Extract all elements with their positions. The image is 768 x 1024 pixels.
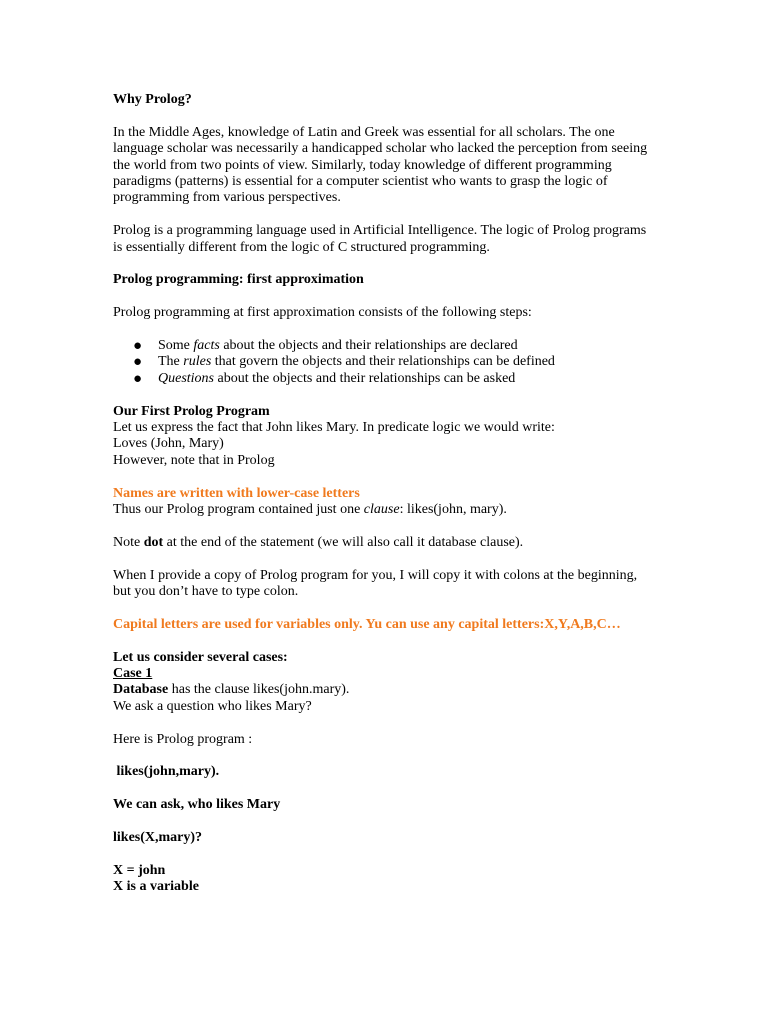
list-item: ● The rules that govern the objects and their relationships can be defined [133, 354, 555, 371]
clause-line: Thus our Prolog program contained just one clause: likes(john, mary). [113, 502, 507, 518]
capital-letters-note: Capital letters are used for variables only. Yu can use any capital letters:X,Y,A,B,C… [113, 616, 621, 632]
program-intro: Here is Prolog program : [113, 731, 253, 747]
bullet-icon: ● [133, 354, 143, 371]
case-1-label: Case 1 [113, 666, 153, 682]
variable-note: X is a variable [113, 879, 199, 895]
ask-line: We can ask, who likes Mary [113, 797, 281, 813]
program-clause: likes(john,mary). [113, 764, 220, 780]
lowercase-note: Names are written with lower-case letters [113, 485, 360, 501]
query-line: likes(X,mary)? [113, 830, 203, 846]
bullet-icon: ● [133, 370, 143, 387]
cases-heading: Let us consider several cases: [113, 649, 288, 665]
section-heading-first-program: Our First Prolog Program [113, 403, 270, 419]
intro-paragraph-2: Prolog is a programming language used in Artificial Intelligence. The logic of Prolog programs is essentially different from the logic of C structured programming. [113, 223, 647, 255]
list-item: ● Questions about the objects and their relationships can be asked [133, 370, 516, 387]
steps-intro: Prolog programming at first approximation consists of the following steps: [113, 305, 532, 321]
intro-paragraph-1: In the Middle Ages, knowledge of Latin and Greek was essential for all scholars. The one language scholar was necessarily a handicapped scholar who lacked the perception from seeing the world from two points of view. Similarly, today knowledge of different programming paradigms (patterns) is essential for a computer scientist who wants to grasp the logic of programming from various perspectives. [113, 124, 648, 206]
steps-list [113, 338, 658, 387]
dot-note: Note dot at the end of the statement (we will also call it database clause). [113, 534, 524, 550]
bullet-icon: ● [133, 338, 143, 355]
colon-paragraph: When I provide a copy of Prolog program for you, I will copy it with colons at the beginning, but you don’t have to type colon. [113, 567, 638, 600]
question-line: We ask a question who likes Mary? [113, 698, 312, 714]
database-line: Database has the clause likes(john.mary). [113, 682, 350, 698]
predicate-logic-line: Let us express the fact that John likes Mary. In predicate logic we would write: [113, 420, 555, 436]
document-page [113, 92, 658, 896]
however-line: However, note that in Prolog [113, 452, 275, 468]
list-item: ● Some facts about the objects and their relationships are declared [133, 338, 518, 355]
doc-title: Why Prolog? [113, 92, 192, 107]
answer-line: X = john [113, 862, 166, 878]
loves-example: Loves (John, Mary) [113, 436, 224, 452]
section-heading-first-approximation: Prolog programming: first approximation [113, 272, 364, 288]
